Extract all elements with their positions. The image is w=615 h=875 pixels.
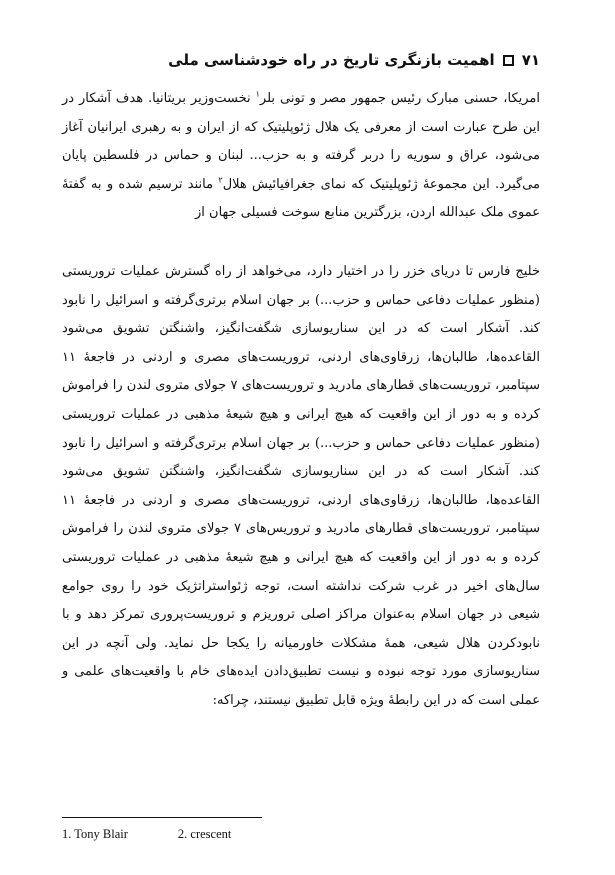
footnote-2: 2. crescent <box>177 827 232 841</box>
running-header <box>60 45 540 75</box>
square-ornament-icon <box>503 55 514 66</box>
paragraph-2: خلیج فارس تا دریای خزر را در اختیار دارد، می‌خواهد از راه گسترش عملیات تروریستی (منظور عملیات دفاعی حماس و حزب‌...) بر جهان اسلام برتری‌گرفته و اسرائیل را نابود کند. آشکار است که در این سناریوسازی شگفت‌انگیز، واشنگتن تشویق می‌شود القاعده‌ها، طالبان‌ها، زرقاوی‌های اردنی، تروریست‌های مصری و اردنی در فاجعهٔ ۱۱ سپتامبر، تروریست‌های قطارهای مادرید و تروریست‌های ۷ جولای متروی لندن را فراموش کرده و به دور از این واقعیت که هیچ ایرانی و هیچ شیعهٔ مذهبی در عملیات تروریستی (منظور عملیات دفاعی حماس و حزب‌...) بر جهان اسلام برتری‌گرفته و اسرائیل را نابود کند. آشکار است که در این سناریوسازی شگفت‌انگیز، واشنگتن تشویق می‌شود القاعده‌ها، طالبان‌ها، زرقاوی‌های اردنی، تروریست‌های مصری و اردنی در فاجعهٔ ۱۱ سپتامبر، تروریست‌های قطارهای مادرید و تروریس‌های ۷ جولای متروی لندن را فراموش کرده و به دور از این واقعیت که هیچ ایرانی و هیچ شیعهٔ مذهبی در عملیات تروریستی سال‌های اخیر در غرب شرکت نداشته است، توجه ژئواستراتژیک خود را روی جوامع شیعی در جهان اسلام به‌عنوان مراکز اصلی تروریزم و تروریست‌پروری تمرکز دهد و با نابودکردن هلال شیعی، همهٔ مشکلات خاورمیانه را یکجا حل نماید. ولی آنچه در این سناریوسازی مورد توجه نبوده و نیست تطبیق‌دادن ایده‌های خام با واقعیت‌های علمی و عملی است که در این رابطهٔ ویژه قابل تطبیق نیستند، چراکه: <box>62 263 540 708</box>
running-title: اهمیت بازنگری تاریخ در راه خودشناسی ملی <box>168 51 495 69</box>
footnote-1: 1. Tony Blair <box>62 827 128 841</box>
paragraph-1-part-b: نخست‌وزیر بریتانیا. هدف آشکار در این طرح عبارت است از معرفی یک هلال ژئوپلیتیک که از ایران و به رهبری ایرانیان آغاز می‌شود، عراق و سوریه را دربر گرفته و به حزب‌... لبنان و حماس در فلسطین پایان می‌گیرد. این مجموعهٔ ژئوپلیتیک که نمای جغرافیائیش هلال <box>62 91 540 192</box>
page-number: ۷۱ <box>521 51 540 69</box>
footnote-ref-1: ۱ <box>255 89 260 99</box>
footnotes <box>62 827 462 845</box>
paragraph-1-part-c: مانند ترسیم شده و به گفتهٔ عموی ملک عبدالله اردن، بزرگترین منابع سوخت فسیلی جهان از <box>62 176 540 221</box>
paragraph-1-part-a: امریکا، حسنی مبارک رئیس جمهور مصر و تونی بلر <box>259 91 540 106</box>
body-text <box>62 85 540 715</box>
footnote-divider <box>62 817 262 818</box>
paragraph-1 <box>62 85 540 228</box>
footnote-ref-2: ۲ <box>218 175 223 185</box>
